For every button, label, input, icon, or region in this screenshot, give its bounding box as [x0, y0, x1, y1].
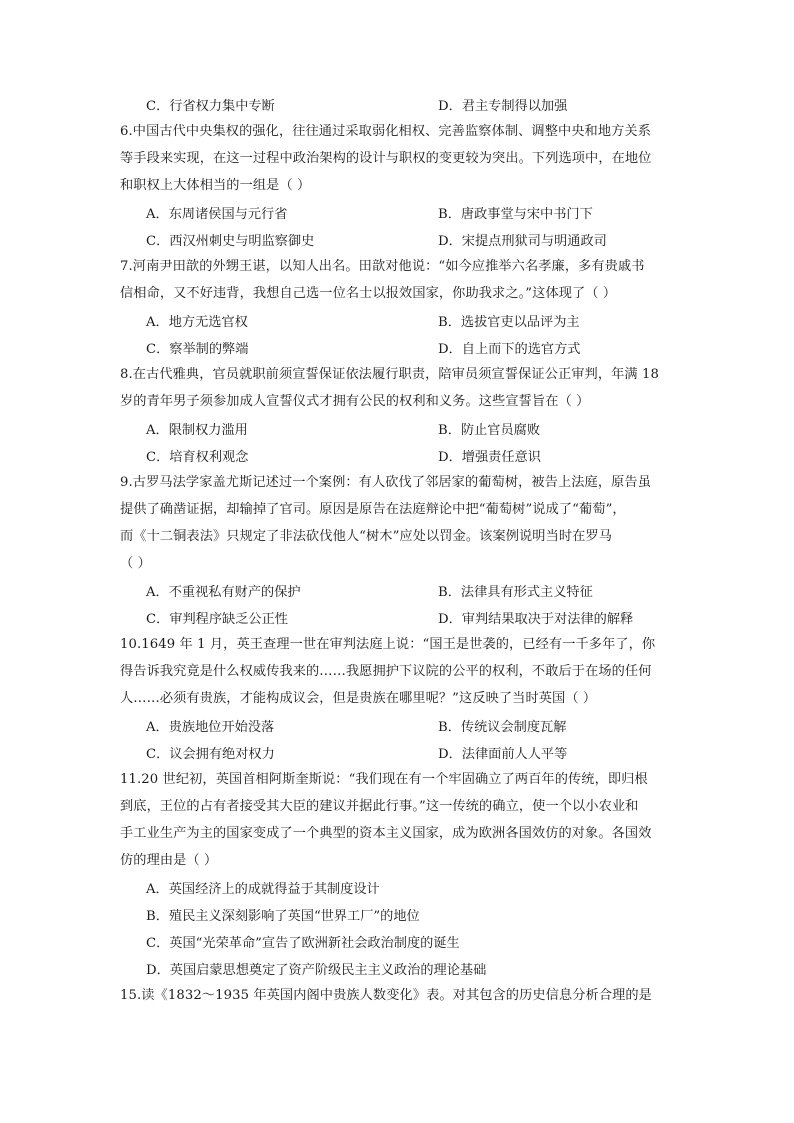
q10-options-row-2 — [120, 739, 682, 766]
q7-option-b[interactable]: B．选拔官吏以品评为主 — [438, 315, 580, 330]
stem-line: 8.在古代雅典，官员就职前须宣誓保证依法履行职责，陪审员须宣誓保证公正审判，年满 18 — [120, 367, 659, 382]
stem-line: 信相命，又不好违背，我想自己选一位名士以报效国家，你助我求之。”这体现了（ ） — [120, 286, 617, 301]
q8-options-row-1 — [120, 415, 682, 442]
stem-line: 得告诉我究竟是什么权威传我来的……我愿拥护下议院的公平的权利，不敢后于在场的任何 — [120, 664, 652, 679]
q6-option-d[interactable]: D．宋提点刑狱司与明通政司 — [438, 234, 607, 249]
question-10-stem — [120, 631, 682, 712]
q6-option-a[interactable]: A．东周诸侯国与元行省 — [146, 207, 288, 222]
stem-line: 10.1649 年 1 月，英王查理一世在审判法庭上说：“国王是世袭的，已经有一千多年了，你 — [120, 637, 656, 652]
stem-line: 手工业生产为主的国家变成了一个典型的资本主义国家，成为欧洲各国效仿的对象。各国效 — [120, 826, 652, 841]
q5-option-d[interactable]: D．君主专制得以加强 — [438, 99, 568, 114]
q8-option-b[interactable]: B．防止官员腐败 — [438, 423, 541, 438]
stem-line: 11.20 世纪初，英国首相阿斯奎斯说：“我们现在有一个牢固确立了两百年的传统，即归根 — [120, 772, 648, 787]
question-9 — [120, 469, 682, 631]
stem-line: 7.河南尹田歆的外甥王谌，以知人出名。田歆对他说：“如今应推举六名孝廉，多有贵戚书 — [120, 259, 645, 274]
question-11-stem — [120, 766, 682, 874]
q6-options-row-2 — [120, 226, 682, 253]
q10-option-a[interactable]: A．贵族地位开始没落 — [146, 720, 275, 735]
q11-option-b[interactable]: B．殖民主义深刻影响了英国“世界工厂”的地位 — [146, 909, 420, 924]
question-7 — [120, 253, 682, 361]
question-9-stem — [120, 469, 682, 577]
question-15 — [120, 982, 682, 1009]
q9-options-row-2 — [120, 604, 682, 631]
q11-option-a[interactable]: A．英国经济上的成就得益于其制度设计 — [146, 882, 380, 897]
q7-option-d[interactable]: D．自上而下的选官方式 — [438, 342, 581, 357]
stem-line: 提供了确凿证据，却输掉了官司。原因是原告在法庭辩论中把“葡萄树”说成了“葡萄”， — [120, 502, 626, 517]
q9-option-a[interactable]: A．不重视私有财产的保护 — [146, 585, 301, 600]
q5-options-row — [120, 91, 682, 118]
q10-option-c[interactable]: C．议会拥有绝对权力 — [146, 747, 275, 762]
question-11 — [120, 766, 682, 982]
stem-line: 人……必须有贵族，才能构成议会，但是贵族在哪里呢？”这反映了当时英国（ ） — [120, 691, 597, 706]
q5-option-c[interactable]: C．行省权力集中专断 — [146, 99, 275, 114]
q8-options-row-2 — [120, 442, 682, 469]
q11-option-d[interactable]: D．英国启蒙思想奠定了资产阶级民主主义政治的理论基础 — [146, 963, 487, 978]
stem-line: 6.中国古代中央集权的强化，往往通过采取弱化相权、完善监察体制、调整中央和地方关系 — [120, 124, 651, 139]
stem-line: 到底，王位的占有者接受其大臣的建议并据此行事。”这一传统的确立，使一个以小农业和 — [120, 799, 639, 814]
q8-option-a[interactable]: A．限制权力滥用 — [146, 423, 248, 438]
question-6 — [120, 118, 682, 253]
q8-option-c[interactable]: C．培育权利观念 — [146, 450, 249, 465]
question-7-stem — [120, 253, 682, 307]
q6-options-row-1 — [120, 199, 682, 226]
exam-page — [120, 91, 682, 1009]
question-6-stem — [120, 118, 682, 199]
stem-line: 15.读《1832～1935 年英国内阁中贵族人数变化》表。对其包含的历史信息分析合理的是 — [120, 988, 652, 1003]
question-15-stem — [120, 982, 682, 1009]
q6-option-c[interactable]: C．西汉州刺史与明监察御史 — [146, 234, 315, 249]
stem-line: 而《十二铜表法》只规定了非法砍伐他人“树木”应处以罚金。该案例说明当时在罗马 — [120, 529, 613, 544]
q9-option-d[interactable]: D．审判结果取决于对法律的解释 — [438, 612, 634, 627]
q7-option-c[interactable]: C．察举制的弊端 — [146, 342, 249, 357]
stem-line: 岁的青年男子须参加成人宣誓仪式才拥有公民的权利和义务。这些宣誓旨在（ ） — [120, 394, 590, 409]
q8-option-d[interactable]: D．增强责任意识 — [438, 450, 541, 465]
question-8-stem — [120, 361, 682, 415]
stem-line: 等手段来实现，在这一过程中政治架构的设计与职权的变更较为突出。下列选项中，在地位 — [120, 151, 652, 166]
q7-options-row-2 — [120, 334, 682, 361]
stem-line: 仿的理由是（ ） — [120, 853, 218, 868]
q10-options-row-1 — [120, 712, 682, 739]
q11-option-c[interactable]: C．英国“光荣革命”宣告了欧洲新社会政治制度的诞生 — [146, 936, 460, 951]
stem-line: 和职权上大体相当的一组是（ ） — [120, 178, 311, 193]
question-8 — [120, 361, 682, 469]
q7-options-row-1 — [120, 307, 682, 334]
q6-option-b[interactable]: B．唐政事堂与宋中书门下 — [438, 207, 593, 222]
q10-option-b[interactable]: B．传统议会制度瓦解 — [438, 720, 567, 735]
q9-options-row-1 — [120, 577, 682, 604]
q7-option-a[interactable]: A．地方无选官权 — [146, 315, 248, 330]
stem-line: 9.古罗马法学家盖尤斯记述过一个案例：有人砍伐了邻居家的葡萄树，被告上法庭，原告虽 — [120, 475, 651, 490]
question-10 — [120, 631, 682, 766]
q9-option-c[interactable]: C．审判程序缺乏公正性 — [146, 612, 288, 627]
q10-option-d[interactable]: D．法律面前人人平等 — [438, 747, 568, 762]
q9-option-b[interactable]: B．法律具有形式主义特征 — [438, 585, 593, 600]
stem-line: （ ） — [120, 556, 151, 571]
